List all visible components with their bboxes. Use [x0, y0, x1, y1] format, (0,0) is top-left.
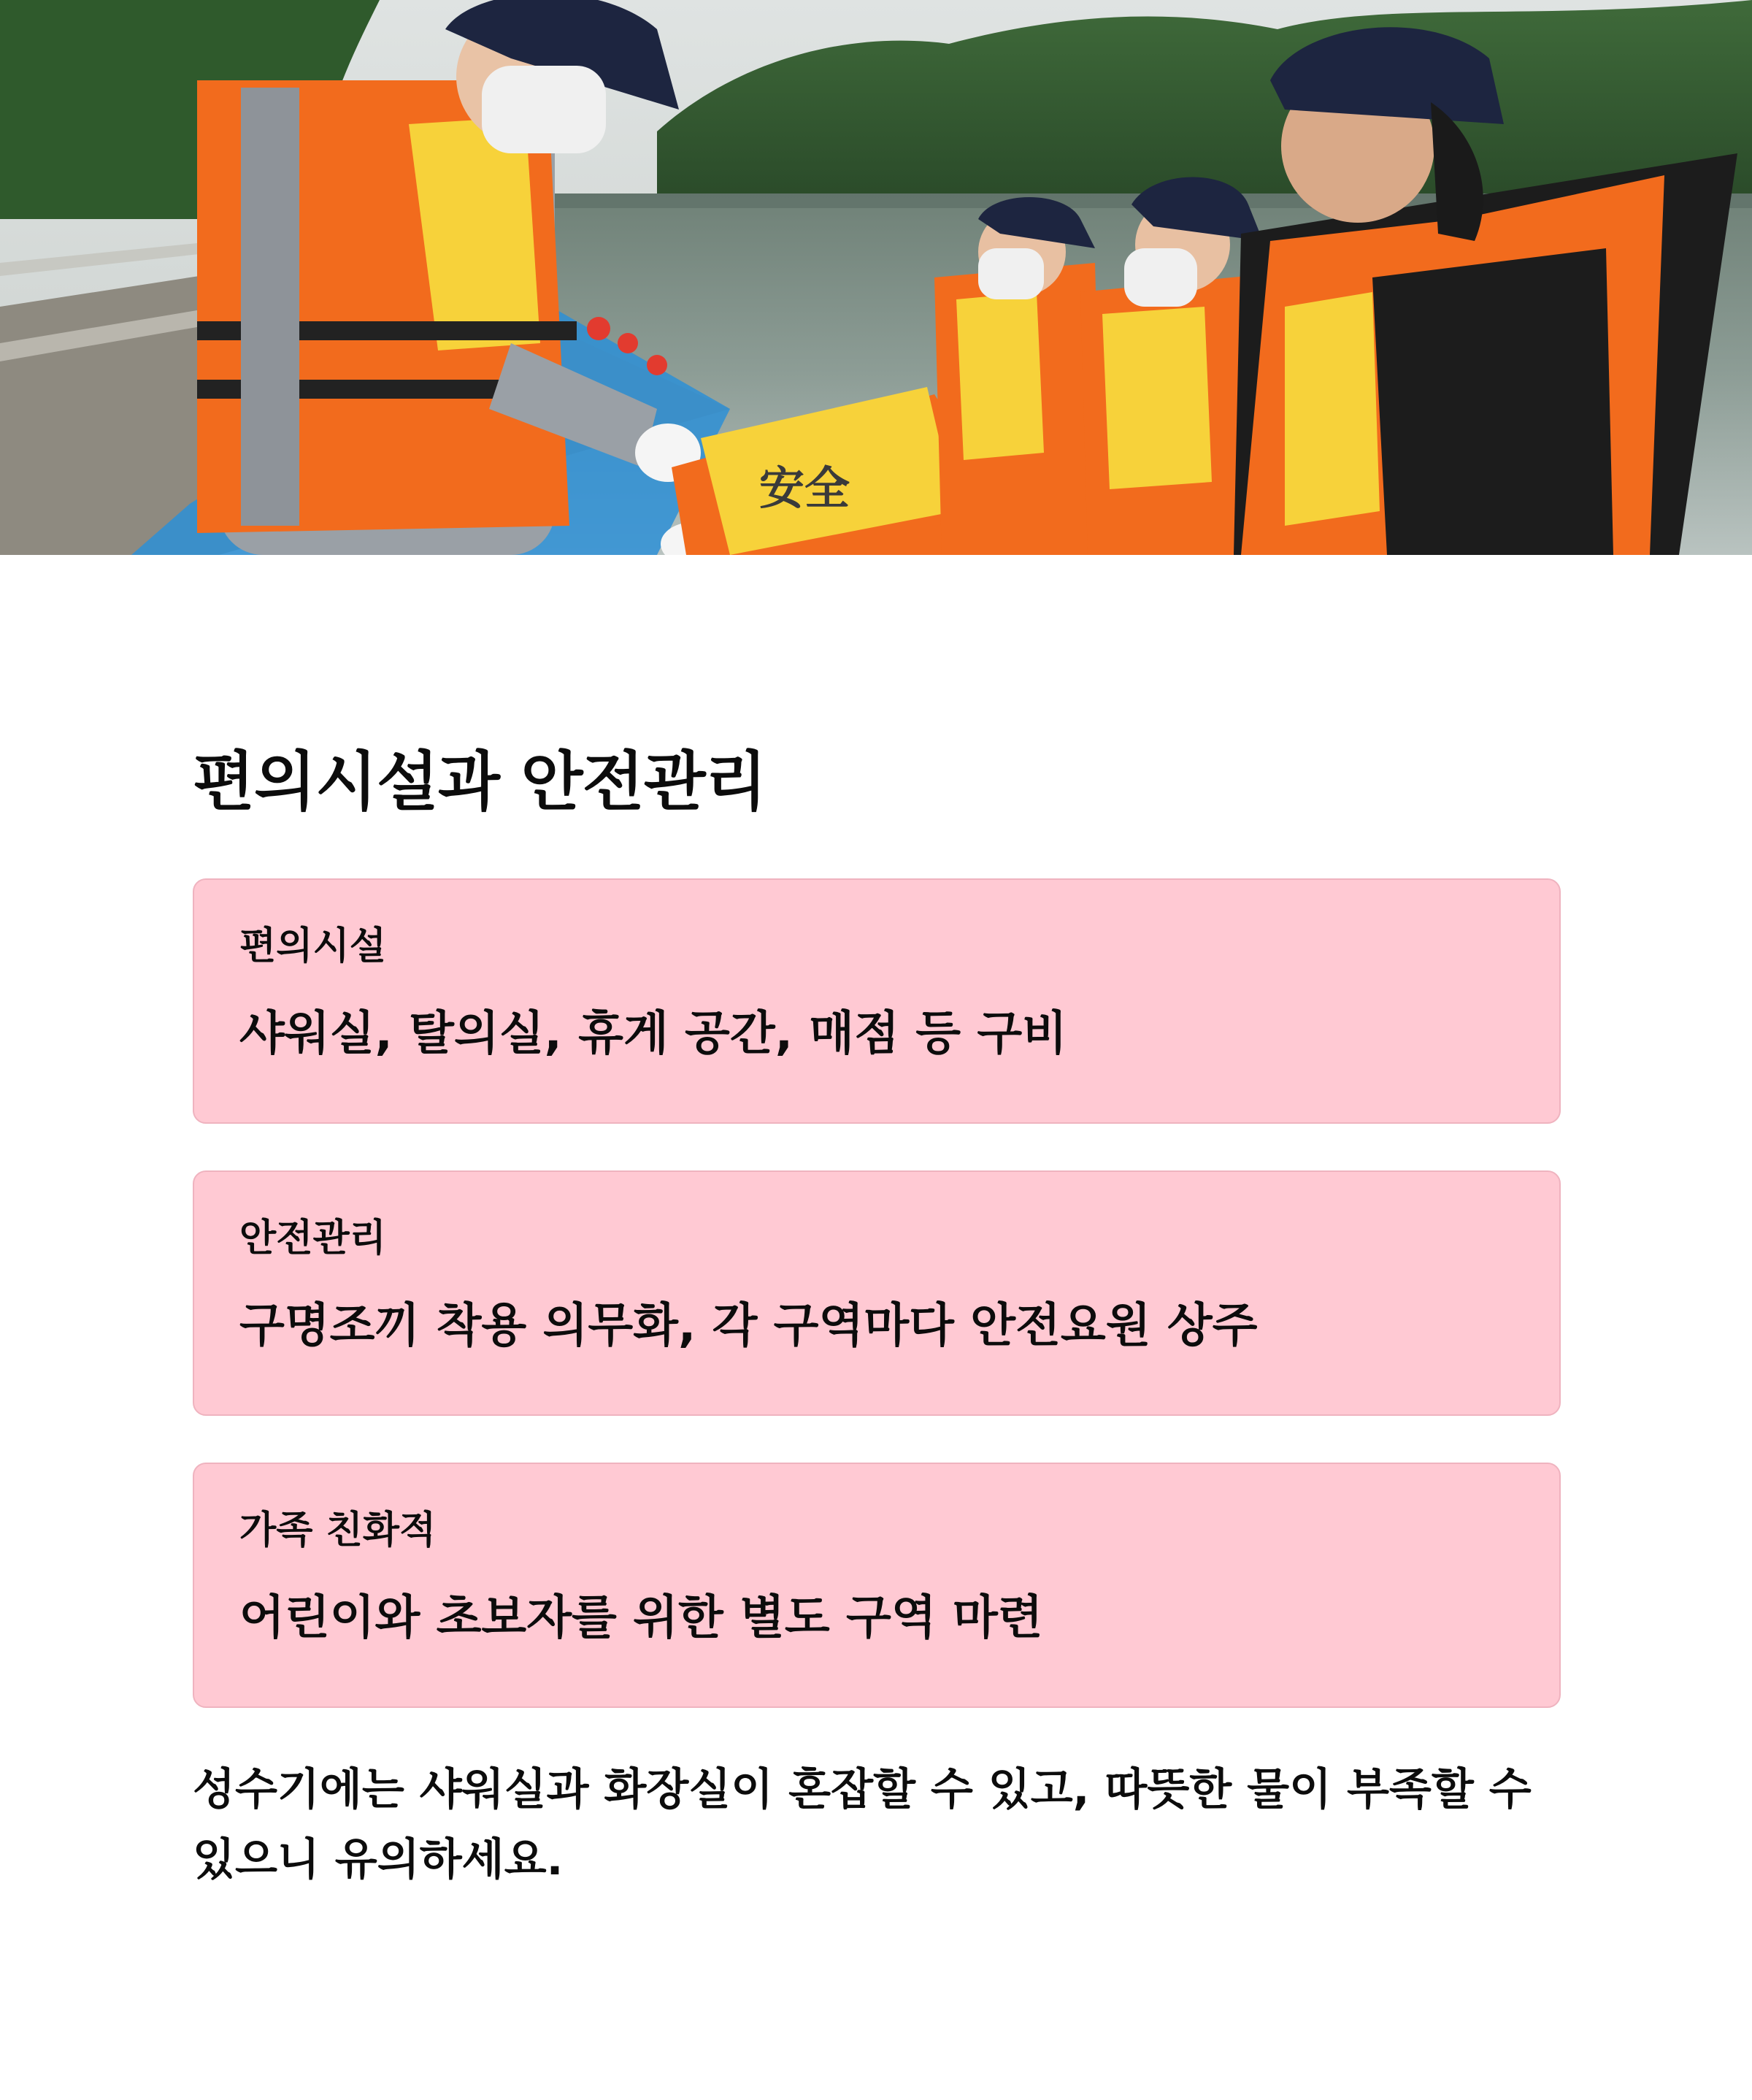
card-text: 어린이와 초보자를 위한 별도 구역 마련: [239, 1590, 1043, 1645]
card-label: 가족 친화적: [239, 1509, 437, 1553]
caution-note: 성수기에는 샤워실과 화장실이 혼잡할 수 있고, 따뜻한 물이 부족할 수 있으니 유의하세요.: [193, 1764, 1532, 1886]
info-card-list: [193, 878, 1561, 1708]
hero-photo: [0, 0, 1752, 555]
lifeguards-photo-icon: [0, 0, 1752, 555]
info-card-family: [193, 1463, 1561, 1708]
vest-print-text: 安全: [759, 461, 850, 515]
info-card-safety: [193, 1170, 1561, 1416]
card-label: 안전관리: [239, 1216, 386, 1261]
section-title: 편의시설과 안전관리: [193, 744, 766, 819]
card-text: 샤워실, 탈의실, 휴게 공간, 매점 등 구비: [239, 1006, 1067, 1061]
info-card-facilities: [193, 878, 1561, 1124]
card-text: 구명조끼 착용 의무화, 각 구역마다 안전요원 상주: [239, 1298, 1258, 1353]
main-content: [193, 745, 1561, 1895]
card-label: 편의시설: [239, 924, 386, 969]
